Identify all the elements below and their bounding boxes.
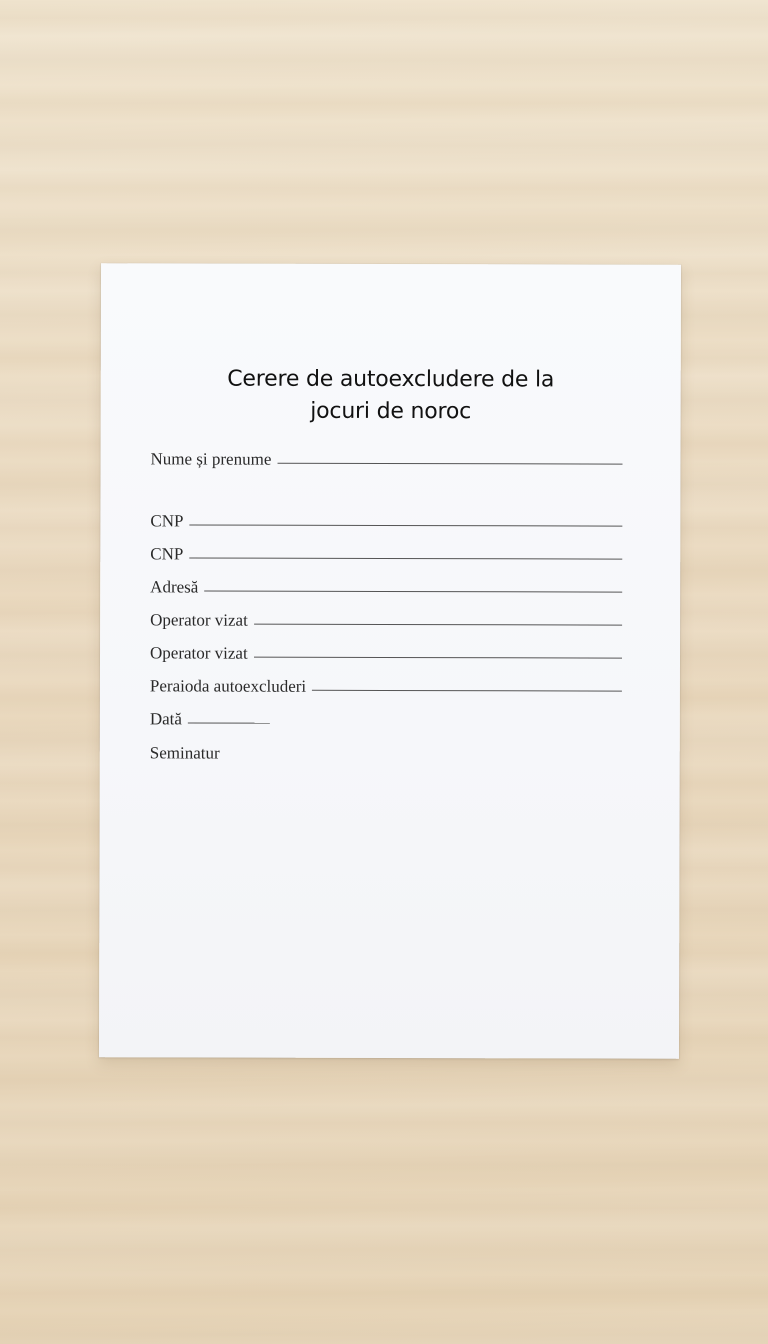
full-name-line[interactable] <box>277 462 622 465</box>
date-field[interactable] <box>150 709 622 730</box>
address-line[interactable] <box>204 590 622 593</box>
exclusion-period-field[interactable] <box>150 676 622 697</box>
operator-line-1[interactable] <box>254 623 622 626</box>
cnp-line-2[interactable] <box>189 556 622 559</box>
operator-line-2[interactable] <box>254 656 622 659</box>
address-field[interactable] <box>150 577 622 598</box>
operator-field-2[interactable] <box>150 643 622 664</box>
form-paper-sheet <box>99 263 681 1059</box>
operator-field-1[interactable] <box>150 610 622 631</box>
full-name-field[interactable] <box>151 449 623 470</box>
exclusion-period-label: Peraioda autoexcluderi <box>149 676 307 696</box>
document-title-line-1: Cerere de autoexcludere de la <box>227 366 555 393</box>
cnp-label-2: CNP <box>150 544 184 564</box>
date-line[interactable] <box>188 721 270 723</box>
document-title <box>101 363 681 429</box>
cnp-line-1[interactable] <box>189 523 622 526</box>
exclusion-period-line[interactable] <box>312 689 622 692</box>
address-label: Adresă <box>150 577 199 597</box>
document-title-line-2: jocuri de noroc <box>310 398 472 425</box>
cnp-field-1[interactable] <box>150 511 622 532</box>
date-label: Dată <box>149 709 182 729</box>
operator-label-2: Operator vizat <box>149 643 248 663</box>
operator-label-1: Operator vizat <box>150 610 248 630</box>
signature-label: Seminatur <box>149 743 220 763</box>
cnp-field-2[interactable] <box>150 544 622 565</box>
cnp-label-1: CNP <box>150 511 184 531</box>
full-name-label: Nume și prenume <box>150 449 272 469</box>
